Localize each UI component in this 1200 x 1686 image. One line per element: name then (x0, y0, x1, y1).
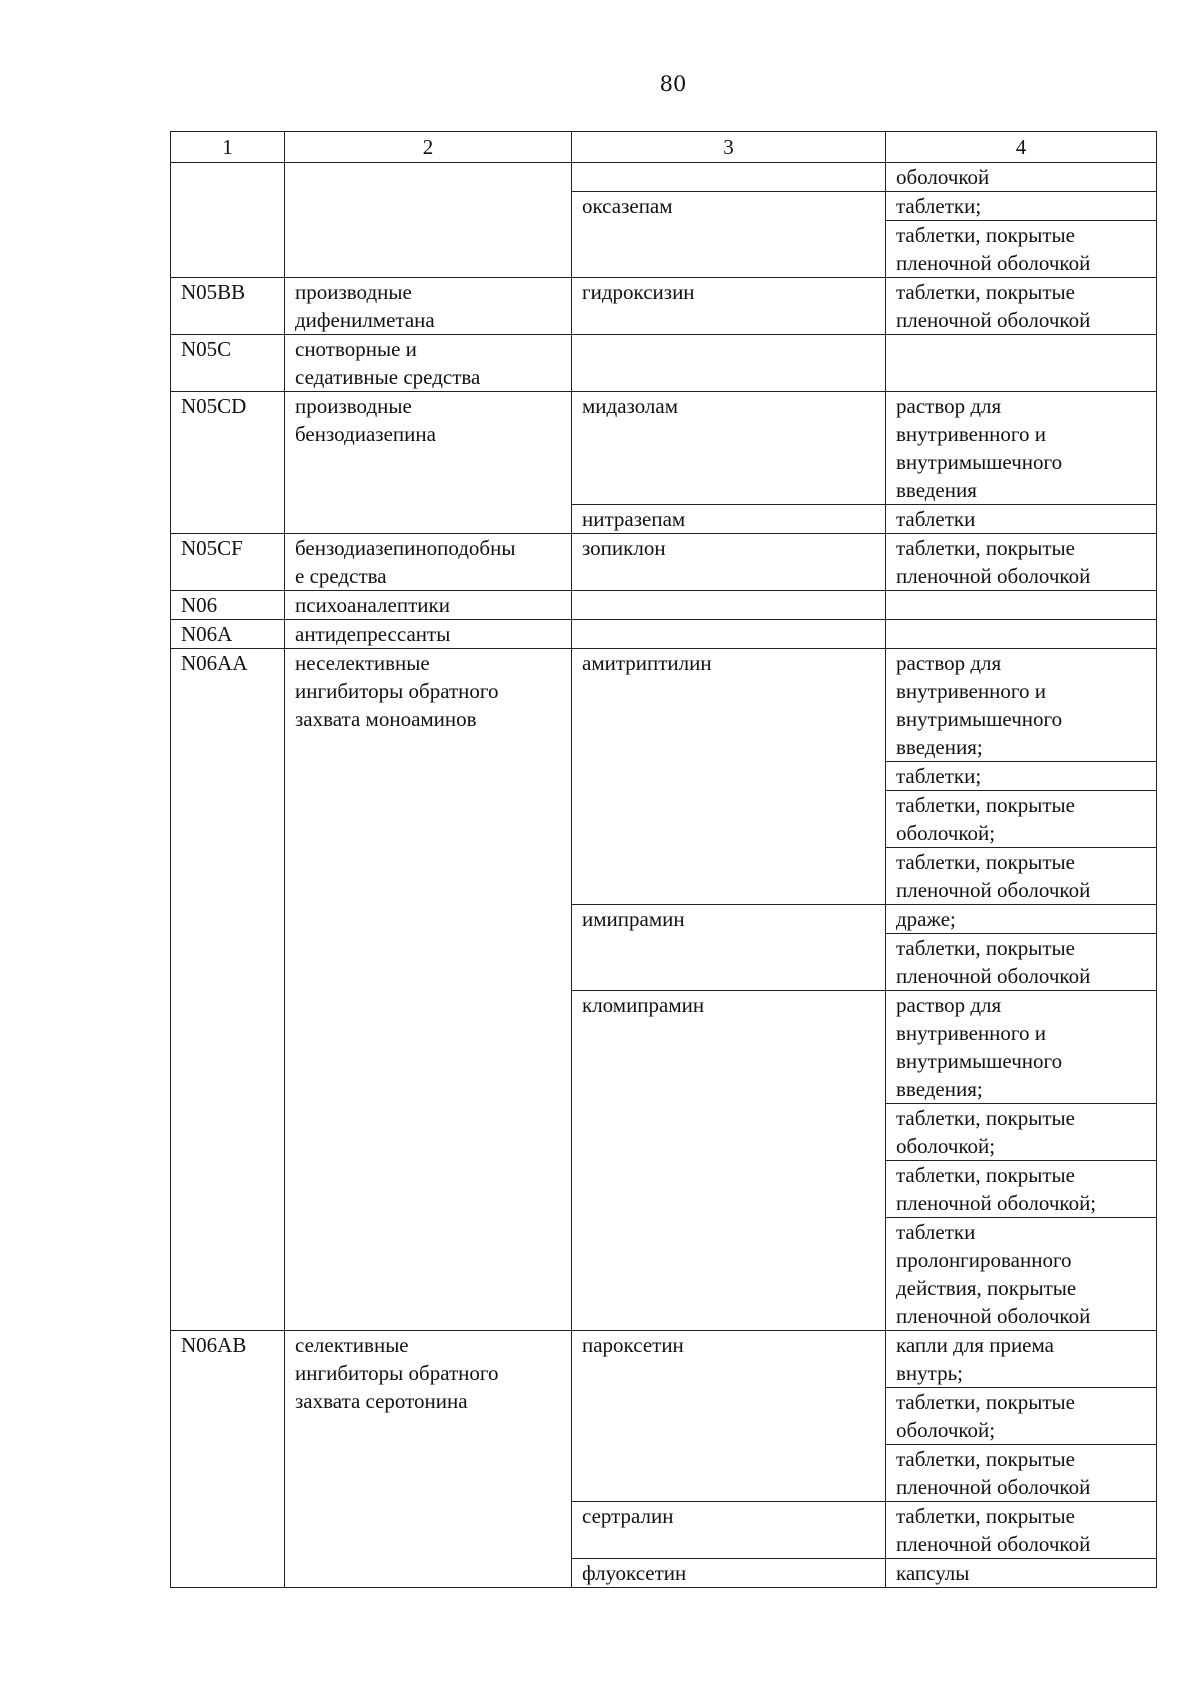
drug-cell: имипрамин (572, 905, 886, 991)
drug-cell: мидазолам (572, 392, 886, 505)
table-row (171, 649, 1157, 762)
drug-cell: пароксетин (572, 1331, 886, 1502)
page-number: 80 (659, 72, 687, 96)
drug-cell: зопиклон (572, 534, 886, 591)
column-header-2: 2 (285, 132, 572, 163)
form-cell (886, 335, 1157, 392)
form-cell (886, 591, 1157, 620)
group-cell: селективные ингибиторы обратного захвата серотонина (285, 1331, 572, 1588)
drug-cell: гидроксизин (572, 278, 886, 335)
form-cell (886, 620, 1157, 649)
atc-code-cell: N05BB (171, 278, 285, 335)
form-cell: таблетки, покрытые пленочной оболочкой (886, 1502, 1157, 1559)
atc-code-cell: N06A (171, 620, 285, 649)
group-cell: производные дифенилметана (285, 278, 572, 335)
atc-code-cell: N06AA (171, 649, 285, 1331)
drug-cell: оксазепам (572, 192, 886, 278)
atc-code-cell (171, 163, 285, 278)
form-cell: раствор для внутривенного и внутримышечного введения; (886, 991, 1157, 1104)
drug-cell (572, 591, 886, 620)
atc-code-cell: N05C (171, 335, 285, 392)
drug-cell: нитразепам (572, 505, 886, 534)
group-cell: бензодиазепиноподобны е средства (285, 534, 572, 591)
form-cell: таблетки, покрытые оболочкой; (886, 1104, 1157, 1161)
group-cell: психоаналептики (285, 591, 572, 620)
atc-code-cell: N05CF (171, 534, 285, 591)
form-cell: драже; (886, 905, 1157, 934)
table-row (171, 591, 1157, 620)
atc-code-cell: N06 (171, 591, 285, 620)
drug-cell: флуоксетин (572, 1559, 886, 1588)
form-cell: таблетки, покрытые оболочкой; (886, 1388, 1157, 1445)
group-cell: снотворные и седативные средства (285, 335, 572, 392)
table-row (171, 392, 1157, 505)
form-cell: таблетки, покрытые пленочной оболочкой (886, 221, 1157, 278)
form-cell: оболочкой (886, 163, 1157, 192)
group-cell: антидепрессанты (285, 620, 572, 649)
table-row (171, 335, 1157, 392)
table-row (171, 1331, 1157, 1388)
form-cell: таблетки, покрытые пленочной оболочкой (886, 1445, 1157, 1502)
atc-code-cell: N05CD (171, 392, 285, 534)
form-cell: таблетки, покрытые пленочной оболочкой (886, 934, 1157, 991)
form-cell: таблетки (886, 505, 1157, 534)
group-cell: производные бензодиазепина (285, 392, 572, 534)
form-cell: капли для приема внутрь; (886, 1331, 1157, 1388)
drug-cell (572, 620, 886, 649)
table-header-row (171, 132, 1157, 163)
form-cell: таблетки; (886, 192, 1157, 221)
atc-code-cell: N06AB (171, 1331, 285, 1588)
column-header-4: 4 (886, 132, 1157, 163)
table-row (171, 534, 1157, 591)
table-row (171, 278, 1157, 335)
drug-table (170, 131, 1157, 1588)
form-cell: капсулы (886, 1559, 1157, 1588)
form-cell: раствор для внутривенного и внутримышечного введения; (886, 649, 1157, 762)
form-cell: таблетки пролонгированного действия, покрытые пленочной оболочкой (886, 1218, 1157, 1331)
form-cell: таблетки, покрытые пленочной оболочкой (886, 534, 1157, 591)
column-header-1: 1 (171, 132, 285, 163)
drug-cell: сертралин (572, 1502, 886, 1559)
form-cell: таблетки, покрытые пленочной оболочкой (886, 278, 1157, 335)
table-row (171, 620, 1157, 649)
column-header-3: 3 (572, 132, 886, 163)
group-cell (285, 163, 572, 278)
form-cell: раствор для внутривенного и внутримышечного введения (886, 392, 1157, 505)
drug-cell: амитриптилин (572, 649, 886, 905)
drug-cell (572, 163, 886, 192)
table-row (171, 163, 1157, 192)
form-cell: таблетки, покрытые оболочкой; (886, 791, 1157, 848)
drug-cell: кломипрамин (572, 991, 886, 1331)
form-cell: таблетки, покрытые пленочной оболочкой (886, 848, 1157, 905)
form-cell: таблетки, покрытые пленочной оболочкой; (886, 1161, 1157, 1218)
group-cell: неселективные ингибиторы обратного захвата моноаминов (285, 649, 572, 1331)
drug-cell (572, 335, 886, 392)
form-cell: таблетки; (886, 762, 1157, 791)
